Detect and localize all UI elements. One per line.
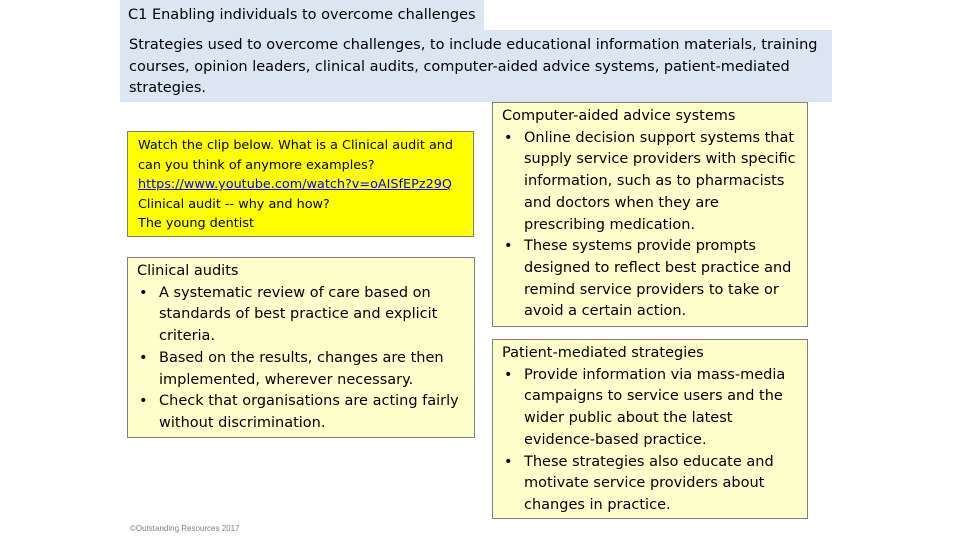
patient-mediated-heading: Patient-mediated strategies	[502, 345, 704, 361]
list-item	[502, 365, 798, 452]
intro-panel	[120, 30, 832, 102]
clip-prompt: Watch the clip below. What is a Clinical audit and can you think of anymore examples?	[138, 138, 454, 173]
bullet-text: Based on the results, changes are then implemented, wherever necessary.	[159, 349, 444, 388]
list-item	[502, 236, 798, 323]
bullet-text: Check that organisations are acting fairly without discrimination.	[159, 393, 459, 431]
computer-aided-heading: Computer-aided advice systems	[502, 108, 736, 124]
bullet-text: These systems provide prompts designed to reflect best practice and remind service providers to take or avoid a certain action.	[524, 238, 792, 320]
intro-text: Strategies used to overcome challenges, to include educational information materials, training courses, opinion leaders, clinical audits, computer-aided advice systems, patient-mediated strategies.	[129, 37, 818, 96]
computer-aided-panel	[492, 102, 808, 327]
list-item	[502, 452, 798, 517]
list-item	[137, 283, 465, 348]
bullet-icon: •	[139, 284, 148, 301]
youtube-link[interactable]: https://www.youtube.com/watch?v=oAISfEPz29Q	[138, 177, 452, 192]
bullet-icon: •	[139, 393, 148, 410]
bullet-icon: •	[139, 349, 148, 366]
clip-panel	[127, 131, 474, 237]
bullet-text: A systematic review of care based on standards of best practice and explicit criteria.	[159, 284, 438, 345]
bullet-icon: •	[504, 453, 513, 470]
clinical-audits-panel	[127, 257, 475, 438]
patient-mediated-panel	[492, 339, 808, 519]
slide-title-text: C1 Enabling individuals to overcome challenges	[128, 7, 476, 23]
copyright-footer: ©Outstanding Resources 2017	[130, 524, 240, 533]
list-item	[137, 348, 465, 391]
bullet-icon: •	[504, 238, 513, 255]
clip-title: Clinical audit -- why and how?	[138, 196, 330, 212]
bullet-text: These strategies also educate and motivate service providers about changes in practice.	[524, 453, 774, 513]
slide-title	[120, 0, 484, 30]
bullet-icon: •	[504, 366, 513, 383]
bullet-text: Online decision support systems that supply service providers with specific information, such as to pharmacists and doctors when they are prescribing medication.	[524, 129, 796, 233]
clinical-audits-heading: Clinical audits	[137, 263, 239, 279]
bullet-icon: •	[504, 129, 513, 146]
clip-subtitle: The young dentist	[138, 216, 255, 231]
list-item	[137, 391, 465, 434]
list-item	[502, 128, 798, 237]
bullet-text: Provide information via mass-media campaigns to service users and the wider public about the latest evidence-based practice.	[524, 366, 786, 448]
